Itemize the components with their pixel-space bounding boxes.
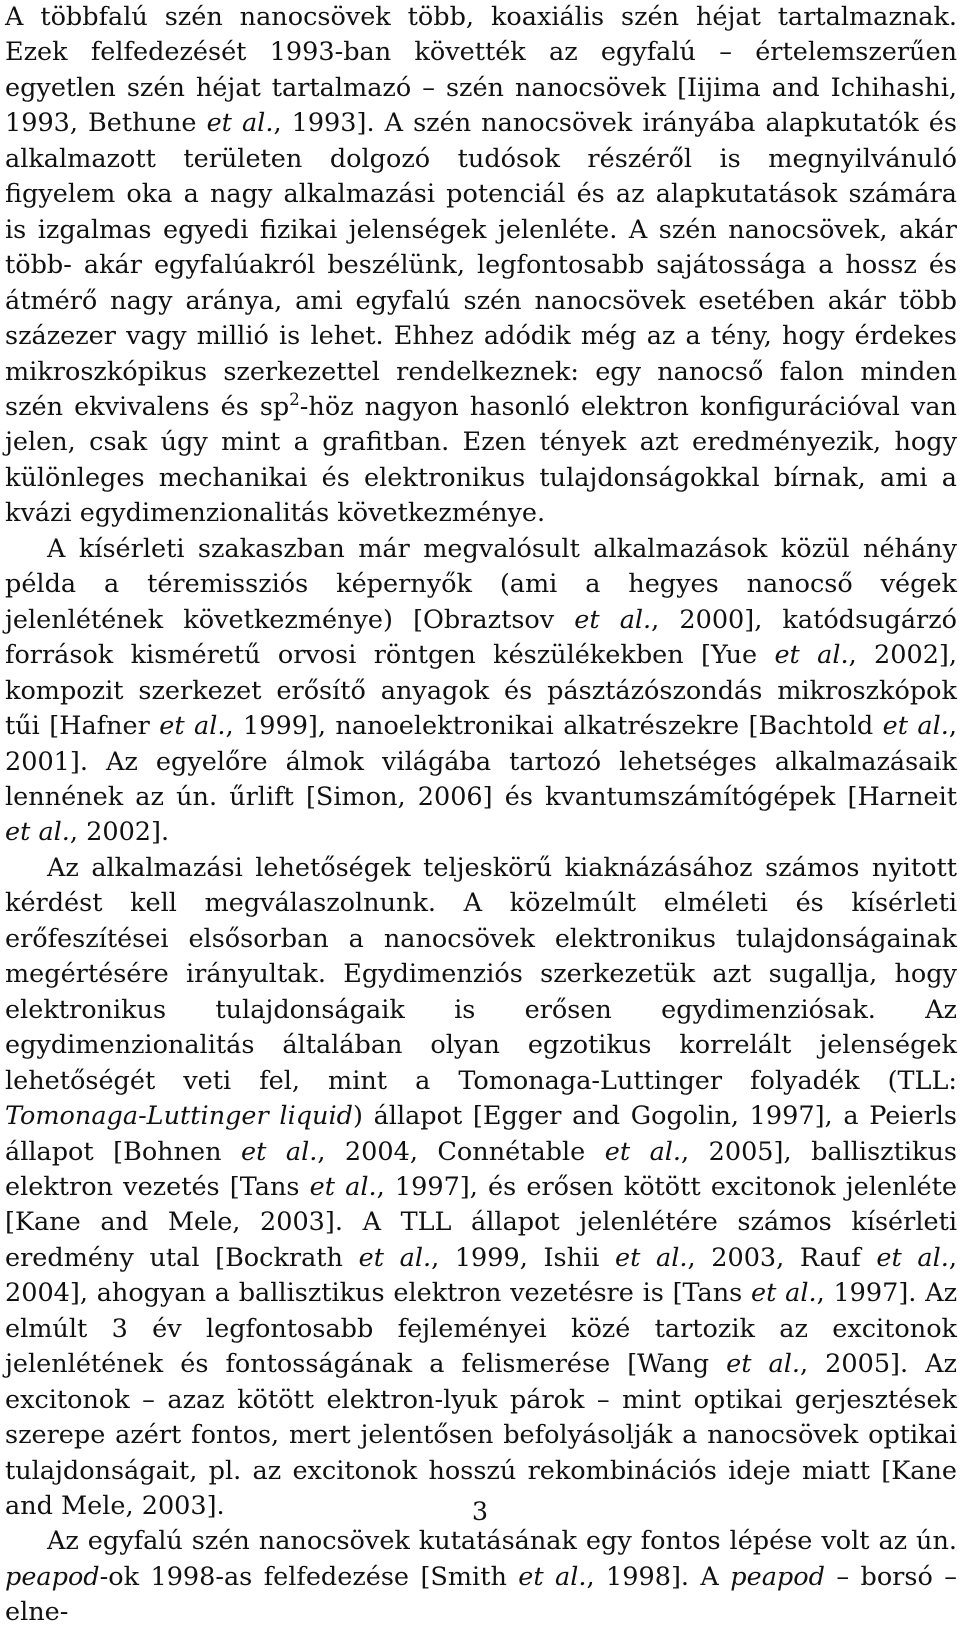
text-run: – borsó – elne- <box>5 1561 957 1628</box>
citation-et-al: et al. <box>358 1242 432 1273</box>
citation-et-al: et al. <box>604 1136 682 1167</box>
document-page <box>5 0 957 1631</box>
page-number: 3 <box>471 1497 489 1527</box>
text-run: , 2005], ballisztikus elektron vezetés [Tans <box>5 1136 957 1202</box>
text-run: , 1999], nanoelektronikai alkatrészekre [Bachtold <box>225 711 883 742</box>
italic-term: peapod <box>5 1561 100 1592</box>
italic-term: peapod <box>730 1561 825 1592</box>
text-run: Az alkalmazási lehetőségek teljeskörű kiaknázásához számos nyitott kérdést kell megválaszolnunk. A közelmúlt elméleti és kísérleti erőfeszítései elsősorban a nanocsövek elektronikus tulajdonságainak megértésére irányultak. Egydimenziós szerkezetük azt sugallja, hogy elektronikus tulajdonságaik is erősen egydimenziósak. Az egydimenzionalitás általában olyan egzotikus korrelált jelenségek lehetőségét veti fel, mint a Tomonaga-Luttinger folyadék (TLL: <box>5 852 957 1096</box>
citation-et-al: et al. <box>518 1561 587 1592</box>
italic-term: Tomonaga-Luttinger liquid <box>5 1101 353 1132</box>
citation-et-al: et al. <box>774 640 849 671</box>
text-run: , 2004], ahogyan a ballisztikus elektron vezetésre is [Tans <box>5 1242 957 1309</box>
text-run: , 1998]. A <box>586 1561 731 1592</box>
text-run: , 1993]. A szén nanocsövek irányába alapkutatók és alkalmazott területen dolgozó tudósok részéről is megnyilvánuló figyelem oka a nagy alkalmazási potenciál és az alapkutatások számára is izgalmas egyedi fizikai jelenségek jelenléte. A szén nanocsövek, akár több- akár egyfalúakról beszélünk, legfontosabb sajátossága a hossz és átmérő nagy aránya, ami egyfalú szén nanocsövek esetében akár több százezer vagy millió is lehet. Ehhez adódik még az a tény, hogy érdekes mikroszkópikus szerkezettel rendelkeznek: egy nanocső falon minden szén ekvivalens és sp <box>5 108 957 422</box>
text-run: , 1997], és erősen kötött excitonok jelenléte [Kane and Mele, 2003]. A TLL állapot jelenlétére számos kísérleti eredmény utal [Bockrath <box>5 1171 957 1273</box>
text-run: , 2005]. Az excitonok – azaz kötött elektron-lyuk párok – mint optikai gerjesztések szerepe azért fontos, mert jelentősen befolyásolják a nanocsövek optikai tulajdonságait, pl. az excitonok hosszú rekombinációs ideje miatt [Kane and Mele, 2003]. <box>5 1349 957 1522</box>
paragraph-1 <box>5 0 957 532</box>
paragraph-4 <box>5 1524 957 1630</box>
citation-et-al: et al. <box>751 1278 817 1309</box>
citation-et-al: et al. <box>206 108 274 139</box>
text-run: , 2002], kompozit szerkezet erősítő anyagok és pásztázószondás mikroszkópok tűi [Hafner <box>5 640 957 742</box>
citation-et-al: et al. <box>241 1136 318 1167</box>
citation-et-al: et al. <box>574 604 652 635</box>
citation-et-al: et al. <box>726 1349 800 1380</box>
citation-et-al: et al. <box>5 817 70 848</box>
text-run: -ok 1998-as felfedezése [Smith <box>99 1561 519 1592</box>
text-run: A kísérleti szakaszban már megvalósult alkalmazások közül néhány példa a téremissziós képernyők (ami a hegyes nanocső végek jelenlétének következménye) [Obraztsov <box>5 533 957 635</box>
text-run: , 1997]. Az elmúlt 3 év legfontosabb fejleményei közé tartozik az excitonok jelenlétének és fontosságának a felismerése [Wang <box>5 1278 957 1380</box>
text-run: , 2004, Connétable <box>317 1136 605 1167</box>
citation-et-al: et al. <box>615 1242 688 1273</box>
text-run: Az egyfalú szén nanocsövek kutatásának egy fontos lépése volt az ún. <box>47 1526 957 1557</box>
text-run: A többfalú szén nanocsövek több, koaxiális szén héjat tartalmaznak. Ezek felfedezését 1993-ban követték az egyfalú – értelemszerűen egyetlen szén héjat tartalmazó – szén nanocsövek [Iijima and Ichihashi, 1993, Bethune <box>5 2 957 139</box>
text-run: , 2003, Rauf <box>687 1242 877 1273</box>
text-run: , 2001]. Az egyelőre álmok világába tartozó lehetséges alkalmazásaik lennének az ún. űrlift [Simon, 2006] és kvantumszámítógépek [Harneit <box>5 711 957 812</box>
paragraph-2 <box>5 532 957 851</box>
text-run: , 2002]. <box>69 817 170 848</box>
text-run: , 2000], katódsugárzó források kisméretű orvosi röntgen készülékekben [Yue <box>5 604 958 671</box>
citation-et-al: et al. <box>159 711 226 742</box>
citation-et-al: et al. <box>309 1171 377 1202</box>
paragraph-3 <box>5 851 957 1525</box>
text-run: -höz nagyon hasonló elektron konfigurációval van jelen, csak úgy mint a grafitban. Ezen tények azt eredményezik, hogy különleges mechanikai és elektronikus tulajdonságokkal bírnak, ami a kvázi egydimenzionalitás következménye. <box>5 391 957 529</box>
superscript: 2 <box>289 390 300 410</box>
text-run: , 1999, Ishii <box>431 1242 616 1273</box>
citation-et-al: et al. <box>876 1242 949 1273</box>
text-run: ) állapot [Egger and Gogolin, 1997], a Peierls állapot [Bohnen <box>5 1101 957 1167</box>
citation-et-al: et al. <box>882 711 949 742</box>
